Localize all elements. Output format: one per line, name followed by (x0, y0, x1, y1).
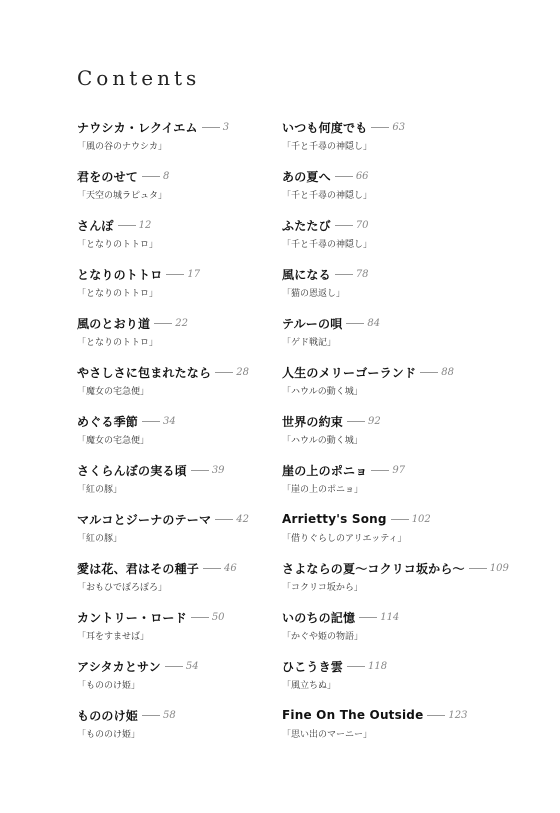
leader-line (469, 568, 487, 569)
leader-line (347, 421, 365, 422)
toc-entry (282, 312, 542, 361)
song-title: いのちの記憶 (282, 610, 356, 625)
page-number: 88 (441, 366, 454, 378)
leader-line (420, 372, 438, 373)
page-number: 97 (392, 464, 406, 476)
page-number: 78 (355, 268, 369, 280)
song-title: 愛は花、君はその種子 (77, 561, 200, 576)
page-number: 114 (380, 611, 400, 623)
toc-entry-heading (282, 263, 542, 285)
leader-line (359, 617, 377, 618)
leader-line (166, 274, 184, 275)
film-title: 「千と千尋の神隠し」 (282, 240, 373, 250)
film-title: 「風の谷のナウシカ」 (77, 142, 168, 152)
song-title: さくらんぼの実る頃 (77, 463, 187, 478)
leader-line (346, 323, 364, 324)
film-title: 「風立ちぬ」 (282, 681, 337, 691)
leader-line (391, 519, 409, 520)
page-number: 92 (368, 415, 381, 427)
page-number: 58 (163, 709, 176, 721)
leader-line (371, 127, 389, 128)
page-number: 8 (163, 170, 170, 182)
song-title: アシタカとサン (77, 659, 161, 674)
film-title: 「ゲド戦記」 (282, 338, 337, 348)
song-title: Arrietty's Song (282, 512, 387, 526)
film-title: 「千と千尋の神隠し」 (282, 191, 373, 201)
leader-line (335, 274, 353, 275)
toc-entry-heading (282, 361, 542, 383)
page-number: 34 (163, 415, 176, 427)
page-number: 17 (187, 268, 201, 280)
song-title: 君をのせて (77, 169, 139, 184)
film-title: 「ハウルの動く城」 (282, 387, 363, 397)
leader-line (215, 519, 233, 520)
leader-line (118, 225, 136, 226)
toc-entry-heading (282, 312, 542, 334)
toc-entry-heading (282, 655, 542, 677)
song-title: あの夏へ (282, 169, 331, 184)
page-title: Contents (77, 66, 201, 90)
page-number: 70 (355, 219, 369, 231)
film-title: 「かぐや姫の物語」 (282, 632, 364, 642)
toc-entry-heading (282, 116, 542, 138)
toc-entry (282, 165, 542, 214)
song-title: テルーの唄 (282, 316, 343, 331)
film-title: 「コクリコ坂から」 (282, 583, 363, 593)
song-title: となりのトトロ (77, 267, 163, 282)
song-title: いつも何度でも (282, 120, 368, 135)
song-title: マルコとジーナのテーマ (77, 512, 212, 527)
toc-entry (282, 557, 542, 606)
page-number: 123 (448, 709, 468, 721)
contents-column-right (282, 116, 542, 753)
song-title: ひこうき雲 (282, 659, 344, 674)
leader-line (347, 666, 365, 667)
page-number: 22 (175, 317, 188, 329)
toc-entry (282, 704, 542, 753)
toc-entry (282, 410, 542, 459)
film-title: 「崖の上のポニョ」 (282, 485, 364, 495)
page-number: 39 (211, 464, 225, 476)
page-number: 42 (236, 513, 249, 525)
toc-entry (282, 655, 542, 704)
film-title: 「千と千尋の神隠し」 (282, 142, 373, 152)
film-title: 「猫の恩返し」 (282, 289, 346, 299)
page-number: 28 (236, 366, 249, 378)
toc-entry (282, 263, 542, 312)
leader-line (335, 176, 353, 177)
page-number: 84 (367, 317, 381, 329)
page-number: 46 (224, 562, 237, 574)
leader-line (165, 666, 183, 667)
film-title: 「魔女の宅急便」 (77, 387, 150, 397)
song-title: Fine On The Outside (282, 708, 424, 722)
toc-entry (282, 508, 542, 557)
leader-line (154, 323, 172, 324)
song-title: 世界の約束 (282, 414, 344, 429)
song-title: さんぽ (77, 218, 114, 233)
film-title: 「おもひでぽろぽろ」 (77, 583, 168, 593)
toc-entry-heading (282, 214, 542, 236)
song-title: さよならの夏〜コクリコ坂から〜 (282, 561, 465, 576)
film-title: 「耳をすませば」 (77, 632, 150, 642)
film-title: 「紅の豚」 (77, 534, 123, 544)
toc-entry-heading (282, 606, 542, 628)
film-title: 「となりのトトロ」 (77, 289, 159, 299)
film-title: 「もののけ姫」 (77, 681, 141, 691)
film-title: 「天空の城ラピュタ」 (77, 191, 168, 201)
toc-entry (282, 361, 542, 410)
leader-line (371, 470, 389, 471)
leader-line (335, 225, 353, 226)
leader-line (142, 421, 160, 422)
song-title: 崖の上のポニョ (282, 463, 368, 478)
leader-line (191, 470, 209, 471)
toc-entry-heading (282, 410, 542, 432)
song-title: 風のとおり道 (77, 316, 151, 331)
leader-line (191, 617, 209, 618)
leader-line (215, 372, 233, 373)
film-title: 「となりのトトロ」 (77, 240, 159, 250)
toc-entry-heading (282, 165, 542, 187)
page-number: 54 (185, 660, 199, 672)
page-number: 102 (411, 513, 431, 525)
leader-line (142, 715, 160, 716)
song-title: もののけ姫 (77, 708, 139, 723)
page-number: 12 (138, 219, 152, 231)
song-title: 風になる (282, 267, 331, 282)
toc-entry (282, 606, 542, 655)
page-number: 3 (222, 121, 230, 133)
toc-entry-heading (282, 704, 542, 726)
song-title: ふたたび (282, 218, 331, 233)
toc-entry (282, 116, 542, 165)
toc-entry-heading (282, 508, 542, 530)
film-title: 「もののけ姫」 (77, 730, 141, 740)
song-title: ナウシカ・レクイエム (77, 120, 198, 135)
song-title: カントリー・ロード (77, 610, 187, 625)
toc-entry-heading (282, 459, 542, 481)
film-title: 「となりのトトロ」 (77, 338, 159, 348)
film-title: 「魔女の宅急便」 (77, 436, 150, 446)
film-title: 「紅の豚」 (77, 485, 123, 495)
film-title: 「借りぐらしのアリエッティ」 (282, 534, 407, 544)
leader-line (202, 127, 220, 128)
page-number: 50 (211, 611, 225, 623)
song-title: やさしさに包まれたなら (77, 365, 212, 380)
leader-line (427, 715, 445, 716)
song-title: めぐる季節 (77, 414, 139, 429)
page-number: 63 (392, 121, 406, 133)
leader-line (203, 568, 221, 569)
page-number: 118 (368, 660, 388, 672)
leader-line (142, 176, 160, 177)
toc-entry-heading (282, 557, 542, 579)
film-title: 「ハウルの動く城」 (282, 436, 363, 446)
page-number: 66 (355, 170, 369, 182)
toc-entry (282, 214, 542, 263)
film-title: 「思い出のマーニー」 (282, 730, 373, 740)
page-number: 109 (489, 562, 509, 574)
toc-entry (282, 459, 542, 508)
song-title: 人生のメリーゴーランド (282, 365, 417, 380)
